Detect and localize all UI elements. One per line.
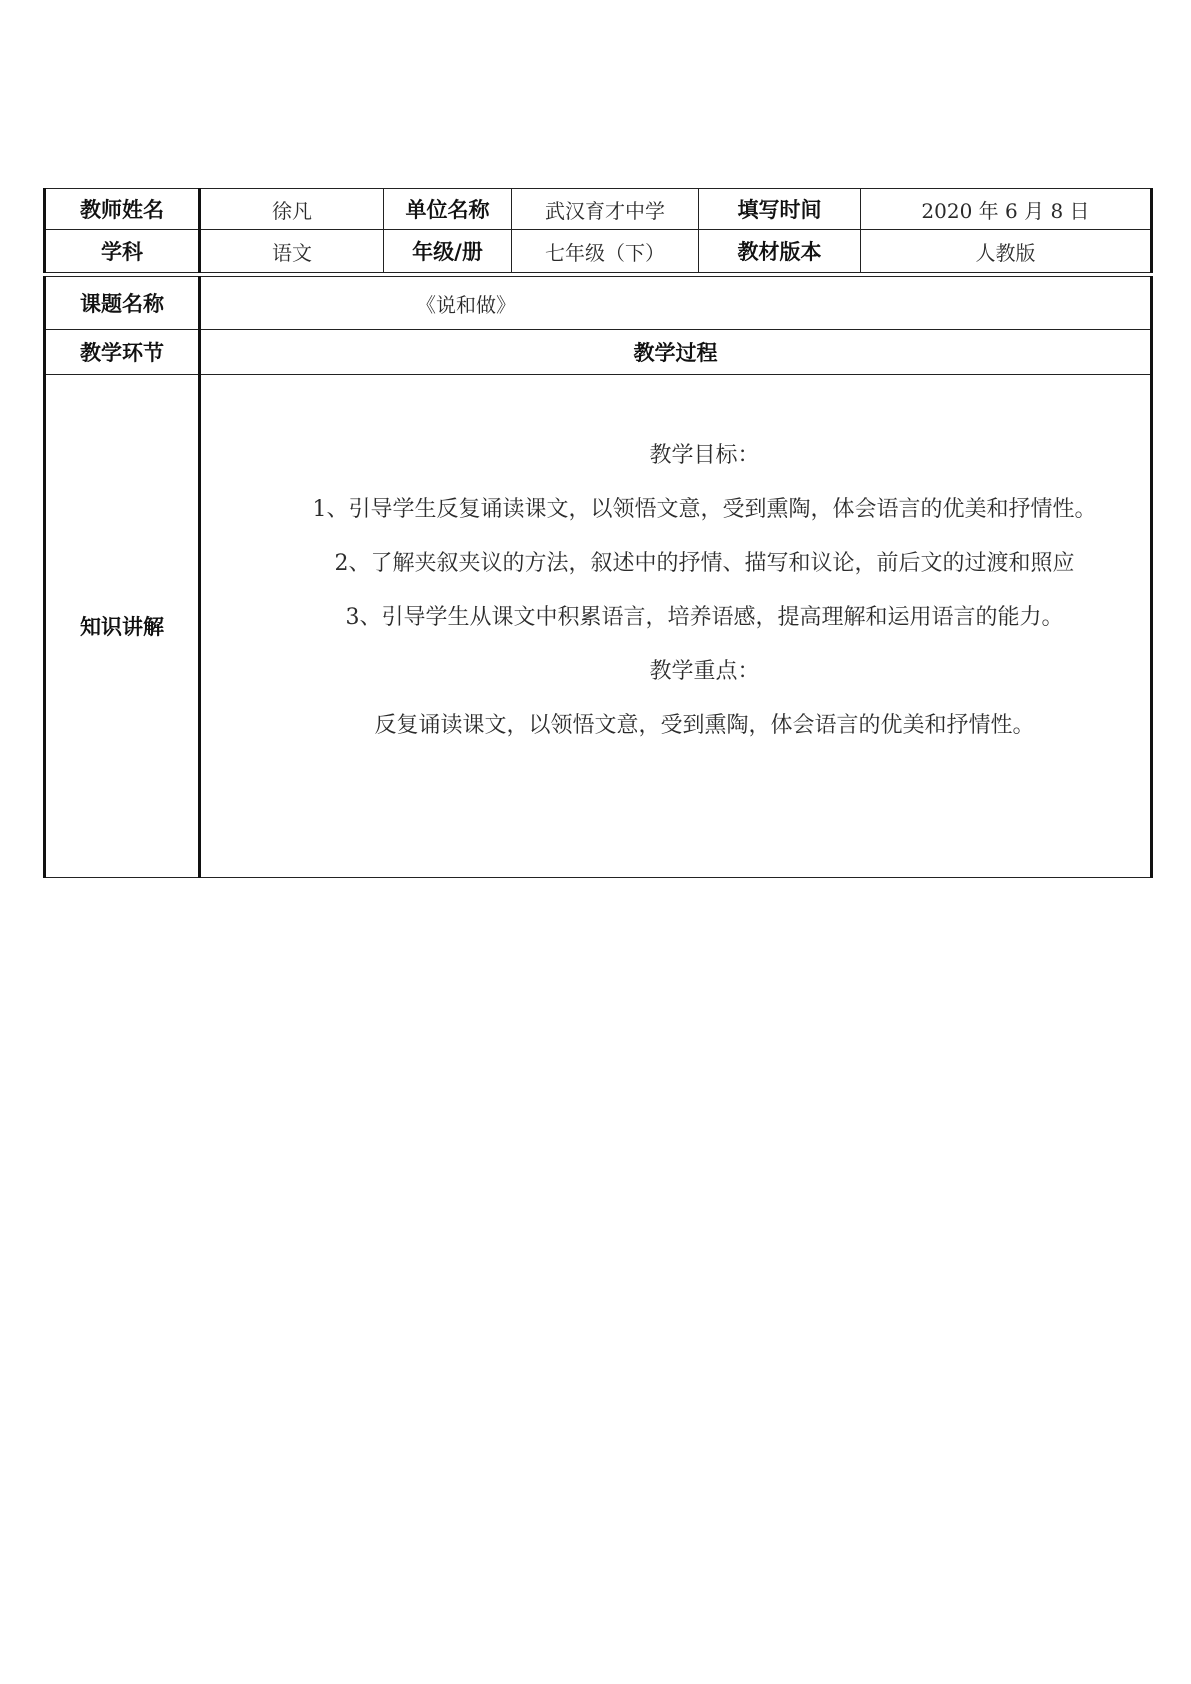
content-line: 教学目标： [649, 443, 760, 468]
process-label: 教学过程 [200, 330, 1152, 375]
content-line: 2、了解夹叙夹议的方法，叙述中的抒情、描写和议论，前后文的过渡和照应 [334, 551, 1075, 576]
section-label: 知识讲解 [45, 375, 200, 878]
knowledge-row [45, 375, 1152, 878]
fill-date-label: 填写时间 [699, 189, 861, 230]
content-line: 反复诵读课文，以领悟文意，受到熏陶，体会语言的优美和抒情性。 [374, 713, 1035, 738]
content-line: 教学重点： [649, 659, 760, 684]
topic-value: 《说和做》 [416, 292, 516, 317]
unit-name-value: 武汉育才中学 [512, 189, 699, 230]
header-info-table [43, 188, 1153, 273]
topic-row [45, 277, 1152, 330]
teacher-name-value: 徐凡 [200, 189, 384, 230]
phase-row [45, 330, 1152, 375]
fill-date-value: 2020 年 6 月 8 日 [861, 189, 1152, 230]
subject-label: 学科 [45, 230, 200, 273]
textbook-label: 教材版本 [699, 230, 861, 273]
subject-value: 语文 [200, 230, 384, 273]
content-line: 3、引导学生从课文中积累语言，培养语感，提高理解和运用语言的能力。 [345, 605, 1064, 630]
teacher-name-label: 教师姓名 [45, 189, 200, 230]
header-row-2 [45, 230, 1152, 273]
grade-value: 七年级（下） [512, 230, 699, 273]
lesson-content-table [43, 276, 1153, 878]
textbook-value: 人教版 [861, 230, 1152, 273]
header-row-1 [45, 189, 1152, 230]
unit-name-label: 单位名称 [384, 189, 512, 230]
lesson-plan-sheet [43, 188, 1150, 878]
content-line: 1、引导学生反复诵读课文，以领悟文意，受到熏陶，体会语言的优美和抒情性。 [312, 497, 1097, 522]
grade-label: 年级/册 [384, 230, 512, 273]
topic-label: 课题名称 [45, 277, 200, 330]
phase-label: 教学环节 [45, 330, 200, 375]
topic-cell [200, 277, 1152, 330]
teaching-content [200, 375, 1152, 878]
